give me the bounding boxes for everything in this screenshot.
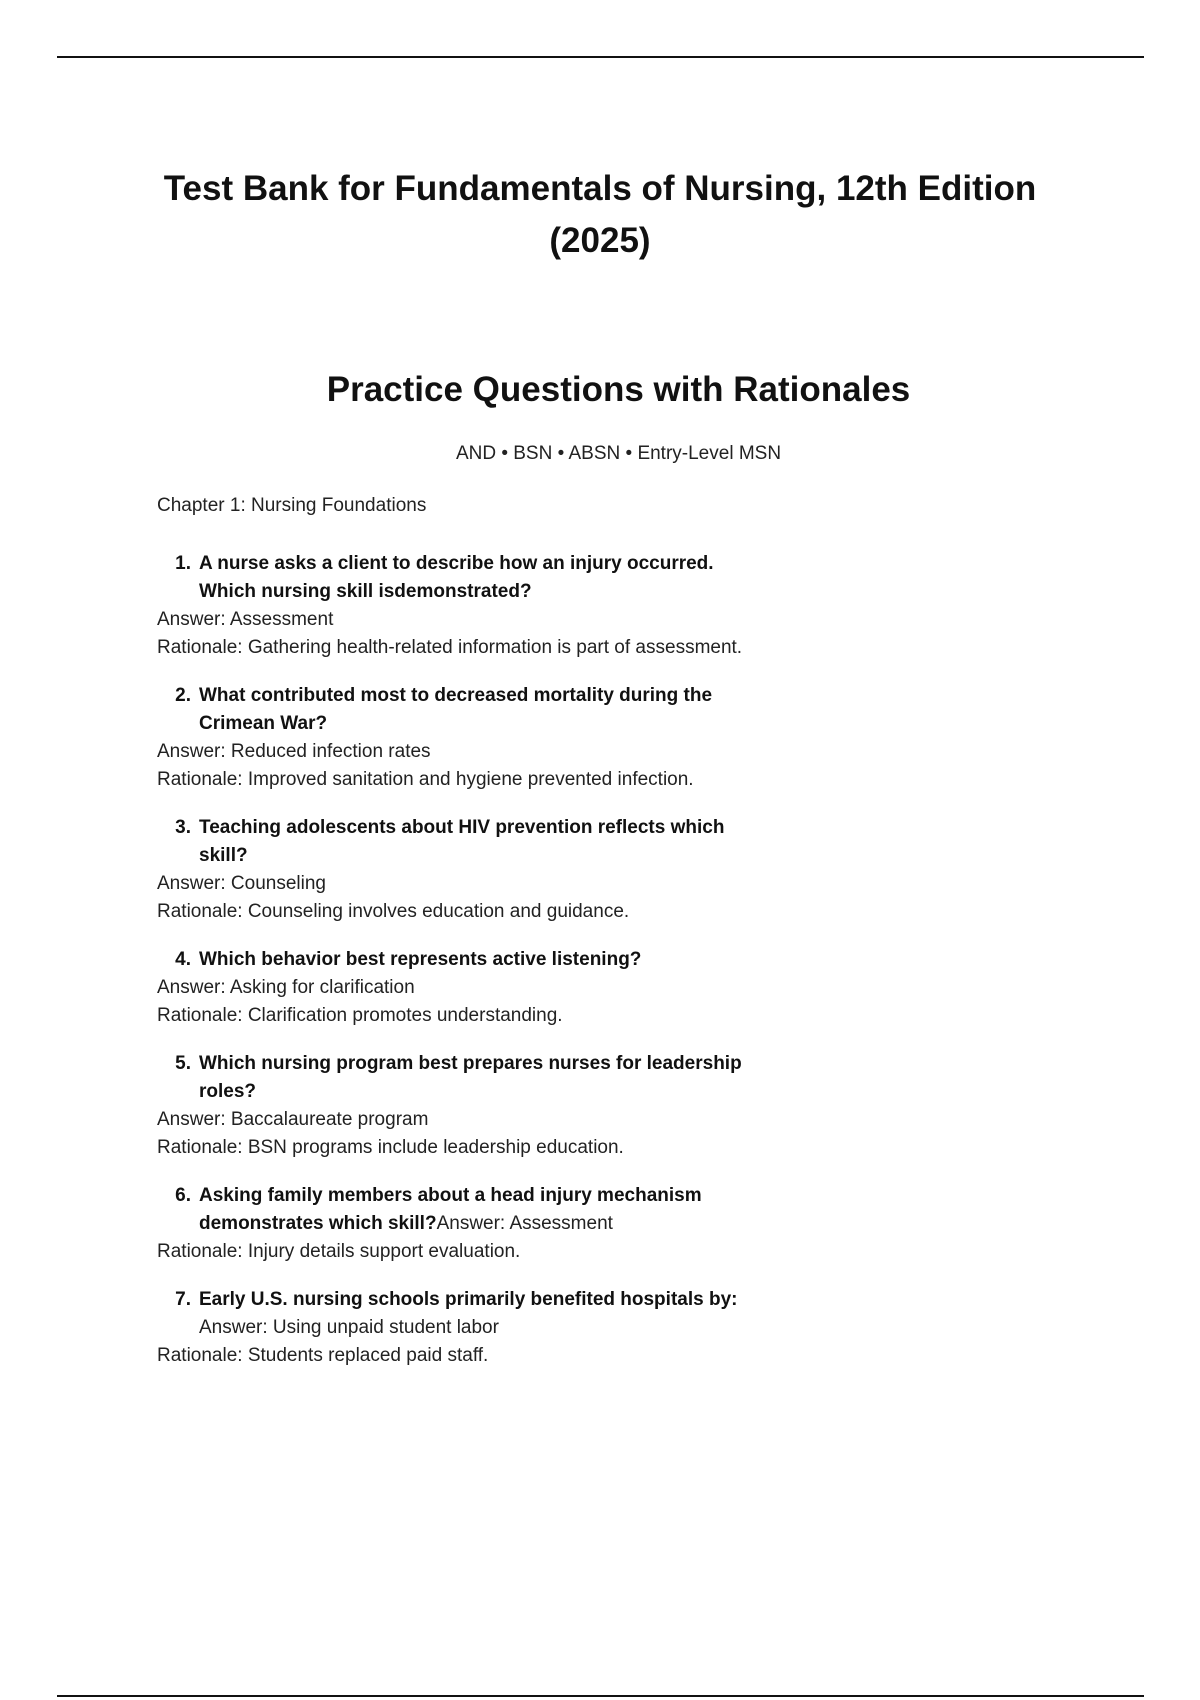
answer-text: Answer: Using unpaid student labor xyxy=(199,1317,499,1338)
top-divider xyxy=(57,56,1144,58)
answer-text: Answer: Counseling xyxy=(157,873,326,894)
question-text: Which nursing program best prepares nurses for leadership roles? xyxy=(199,1053,742,1102)
question-number: 5. xyxy=(175,1053,191,1074)
rationale-text: Rationale: Counseling involves education and guidance. xyxy=(157,901,630,922)
bottom-divider xyxy=(57,1695,1144,1697)
question-item xyxy=(157,814,937,926)
question-text: Asking family members about a head injury mechanism demonstrates which skill? xyxy=(199,1185,702,1234)
question-item xyxy=(157,550,937,662)
answer-text: Answer: Assessment xyxy=(436,1213,613,1234)
chapter-heading: Chapter 1: Nursing Foundations xyxy=(157,495,427,516)
document-subtitle: Practice Questions with Rationales xyxy=(326,370,911,409)
question-number: 3. xyxy=(175,817,191,838)
program-list: AND • BSN • ABSN • Entry-Level MSN xyxy=(455,443,782,464)
answer-text: Answer: Baccalaureate program xyxy=(157,1109,429,1130)
answer-text: Answer: Assessment xyxy=(157,609,334,630)
rationale-text: Rationale: Improved sanitation and hygiene prevented infection. xyxy=(157,769,694,790)
question-number: 4. xyxy=(175,949,191,970)
answer-text: Answer: Reduced infection rates xyxy=(157,741,431,762)
rationale-text: Rationale: BSN programs include leadership education. xyxy=(157,1137,624,1158)
question-item xyxy=(157,1050,937,1162)
question-item xyxy=(157,1182,937,1266)
question-number: 7. xyxy=(175,1289,191,1310)
document-title: Test Bank for Fundamentals of Nursing, 12th Edition (2025) xyxy=(163,169,1037,260)
question-list xyxy=(157,550,937,1390)
question-text: What contributed most to decreased mortality during the Crimean War? xyxy=(199,685,713,734)
rationale-text: Rationale: Injury details support evaluation. xyxy=(157,1241,521,1262)
question-item xyxy=(157,682,937,794)
question-number: 1. xyxy=(175,553,191,574)
question-number: 2. xyxy=(175,685,191,706)
question-text: Which behavior best represents active listening? xyxy=(199,949,642,970)
rationale-text: Rationale: Gathering health-related information is part of assessment. xyxy=(157,637,743,658)
question-number: 6. xyxy=(175,1185,191,1206)
question-text: Teaching adolescents about HIV prevention reflects which skill? xyxy=(199,817,725,866)
answer-text: Answer: Asking for clarification xyxy=(157,977,415,998)
question-item xyxy=(157,946,937,1030)
rationale-text: Rationale: Clarification promotes understanding. xyxy=(157,1005,563,1026)
rationale-text: Rationale: Students replaced paid staff. xyxy=(157,1345,489,1366)
question-text-with-inline-answer xyxy=(199,1182,744,1238)
question-text: Early U.S. nursing schools primarily benefited hospitals by: xyxy=(199,1289,738,1310)
question-item xyxy=(157,1286,937,1370)
question-text: A nurse asks a client to describe how an injury occurred. Which nursing skill isdemonstrated? xyxy=(199,553,714,602)
